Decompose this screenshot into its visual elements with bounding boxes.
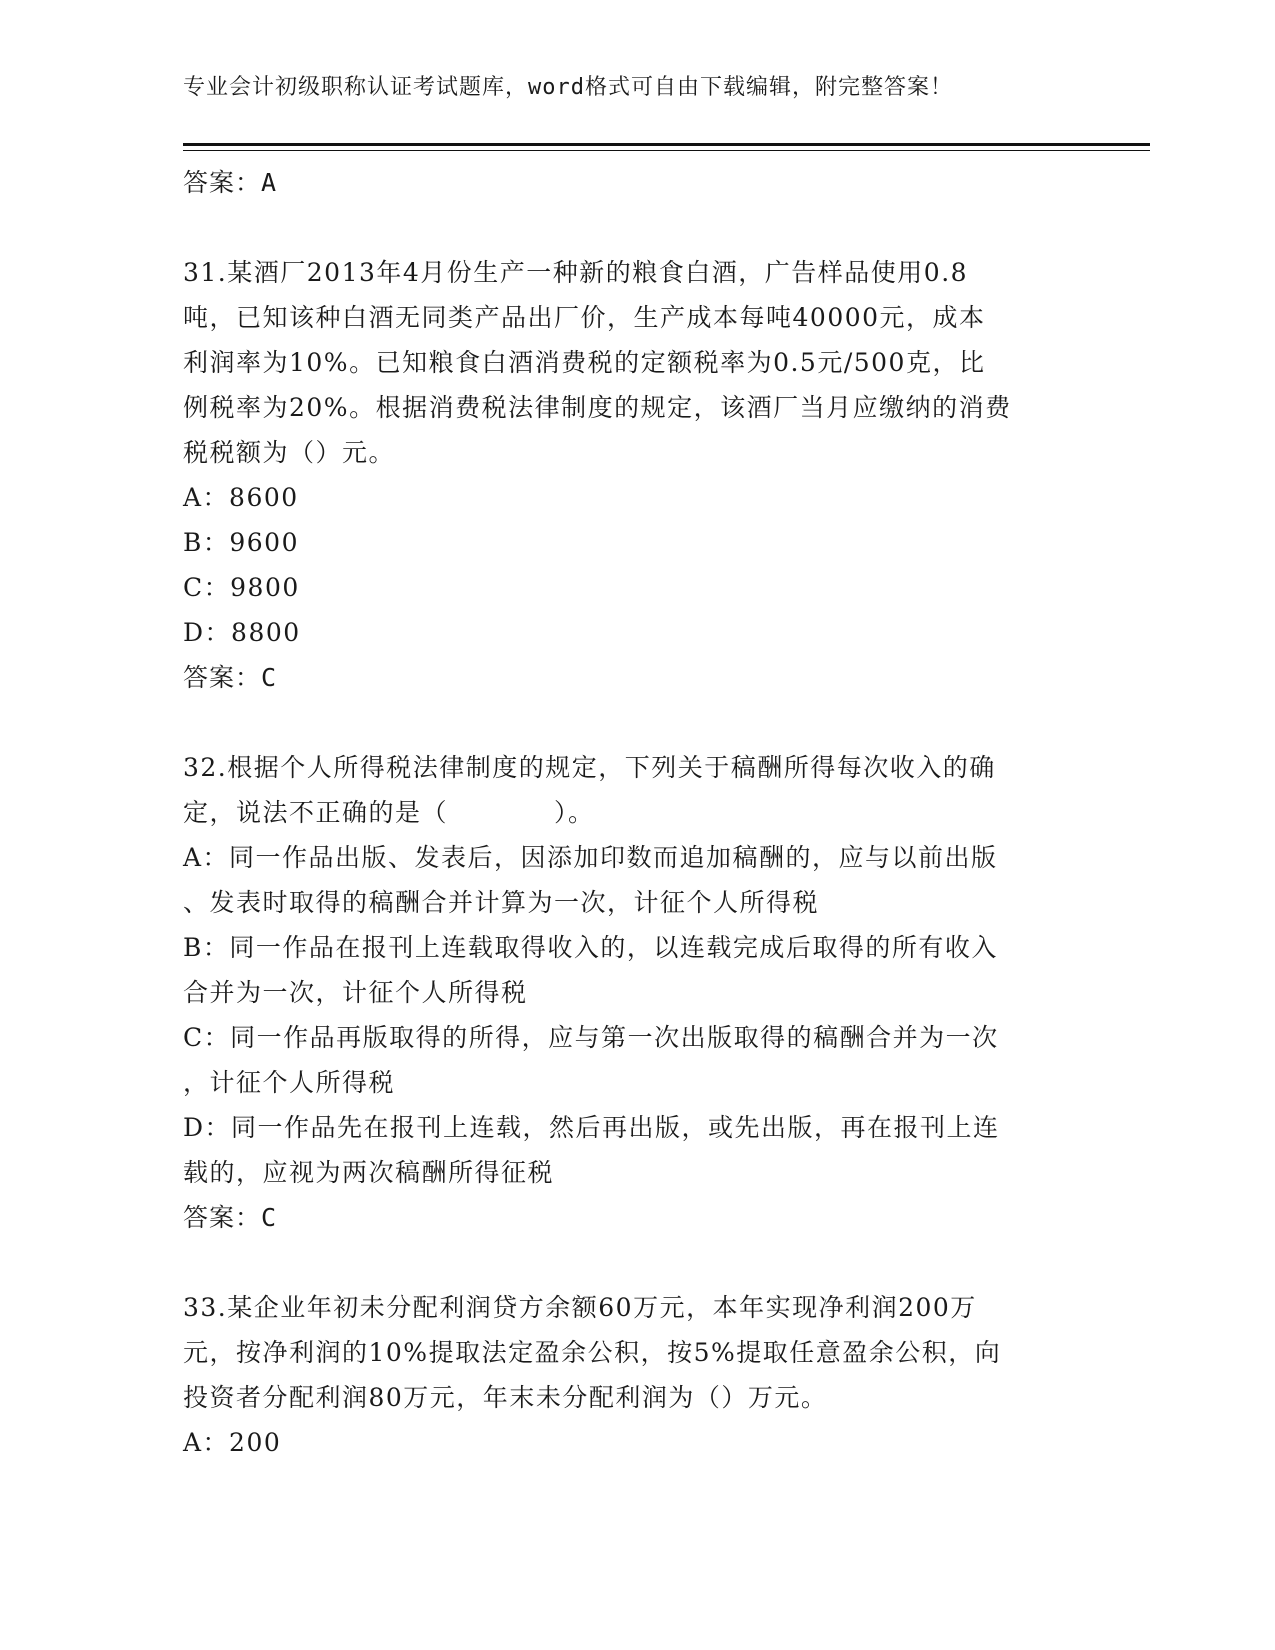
question-31-line: 31.某酒厂2013年4月份生产一种新的粮食白酒，广告样品使用0.8 xyxy=(183,258,969,287)
question-31-line: 例税率为20%。根据消费税法律制度的规定，该酒厂当月应缴纳的消费 xyxy=(183,393,1012,422)
option-d: D：8800 xyxy=(183,618,301,647)
page-header: 专业会计初级职称认证考试题库，word格式可自由下载编辑，附完整答案！ xyxy=(183,75,953,100)
header-rule-thin xyxy=(183,150,1150,151)
option-a-cont: 、发表时取得的稿酬合并计算为一次，计征个人所得税 xyxy=(183,888,820,917)
option-a: A：8600 xyxy=(183,483,299,512)
question-33-line: 投资者分配利润80万元，年末未分配利润为（）万元。 xyxy=(183,1383,828,1412)
question-31-line: 税税额为（）元。 xyxy=(183,438,396,467)
header-rule-thick xyxy=(183,143,1150,146)
question-31-line: 吨，已知该种白酒无同类产品出厂价，生产成本每吨40000元，成本 xyxy=(183,303,986,332)
option-a: A：同一作品出版、发表后，因添加印数而追加稿酬的，应与以前出版 xyxy=(183,843,998,872)
option-a: A：200 xyxy=(183,1428,282,1457)
option-b: B：同一作品在报刊上连载取得收入的，以连载完成后取得的所有收入 xyxy=(183,933,998,962)
option-c: C：同一作品再版取得的所得，应与第一次出版取得的稿酬合并为一次 xyxy=(183,1023,999,1052)
question-33-line: 33.某企业年初未分配利润贷方余额60万元，本年实现净利润200万 xyxy=(183,1293,977,1322)
option-d: D：同一作品先在报刊上连载，然后再出版，或先出版，再在报刊上连 xyxy=(183,1113,1000,1142)
option-b-cont: 合并为一次，计征个人所得税 xyxy=(183,978,528,1007)
question-32-line: 32.根据个人所得税法律制度的规定，下列关于稿酬所得每次收入的确 xyxy=(183,753,996,782)
answer: 答案：C xyxy=(183,1203,278,1232)
option-c: C：9800 xyxy=(183,573,300,602)
option-d-cont: 载的，应视为两次稿酬所得征税 xyxy=(183,1158,555,1187)
question-33-line: 元，按净利润的10%提取法定盈余公积，按5%提取任意盈余公积，向 xyxy=(183,1338,1002,1367)
answer: 答案：C xyxy=(183,663,278,692)
question-32-line: 定，说法不正确的是（ ）。 xyxy=(183,798,595,827)
question-32 xyxy=(183,745,1083,1240)
option-b: B：9600 xyxy=(183,528,299,557)
previous-answer: 答案：A xyxy=(183,168,278,197)
question-31 xyxy=(183,250,1083,700)
question-33 xyxy=(183,1285,1083,1465)
question-31-line: 利润率为10%。已知粮食白酒消费税的定额税率为0.5元/500克，比 xyxy=(183,348,986,377)
document-body xyxy=(183,160,1083,1465)
option-c-cont: ，计征个人所得税 xyxy=(183,1068,396,1097)
